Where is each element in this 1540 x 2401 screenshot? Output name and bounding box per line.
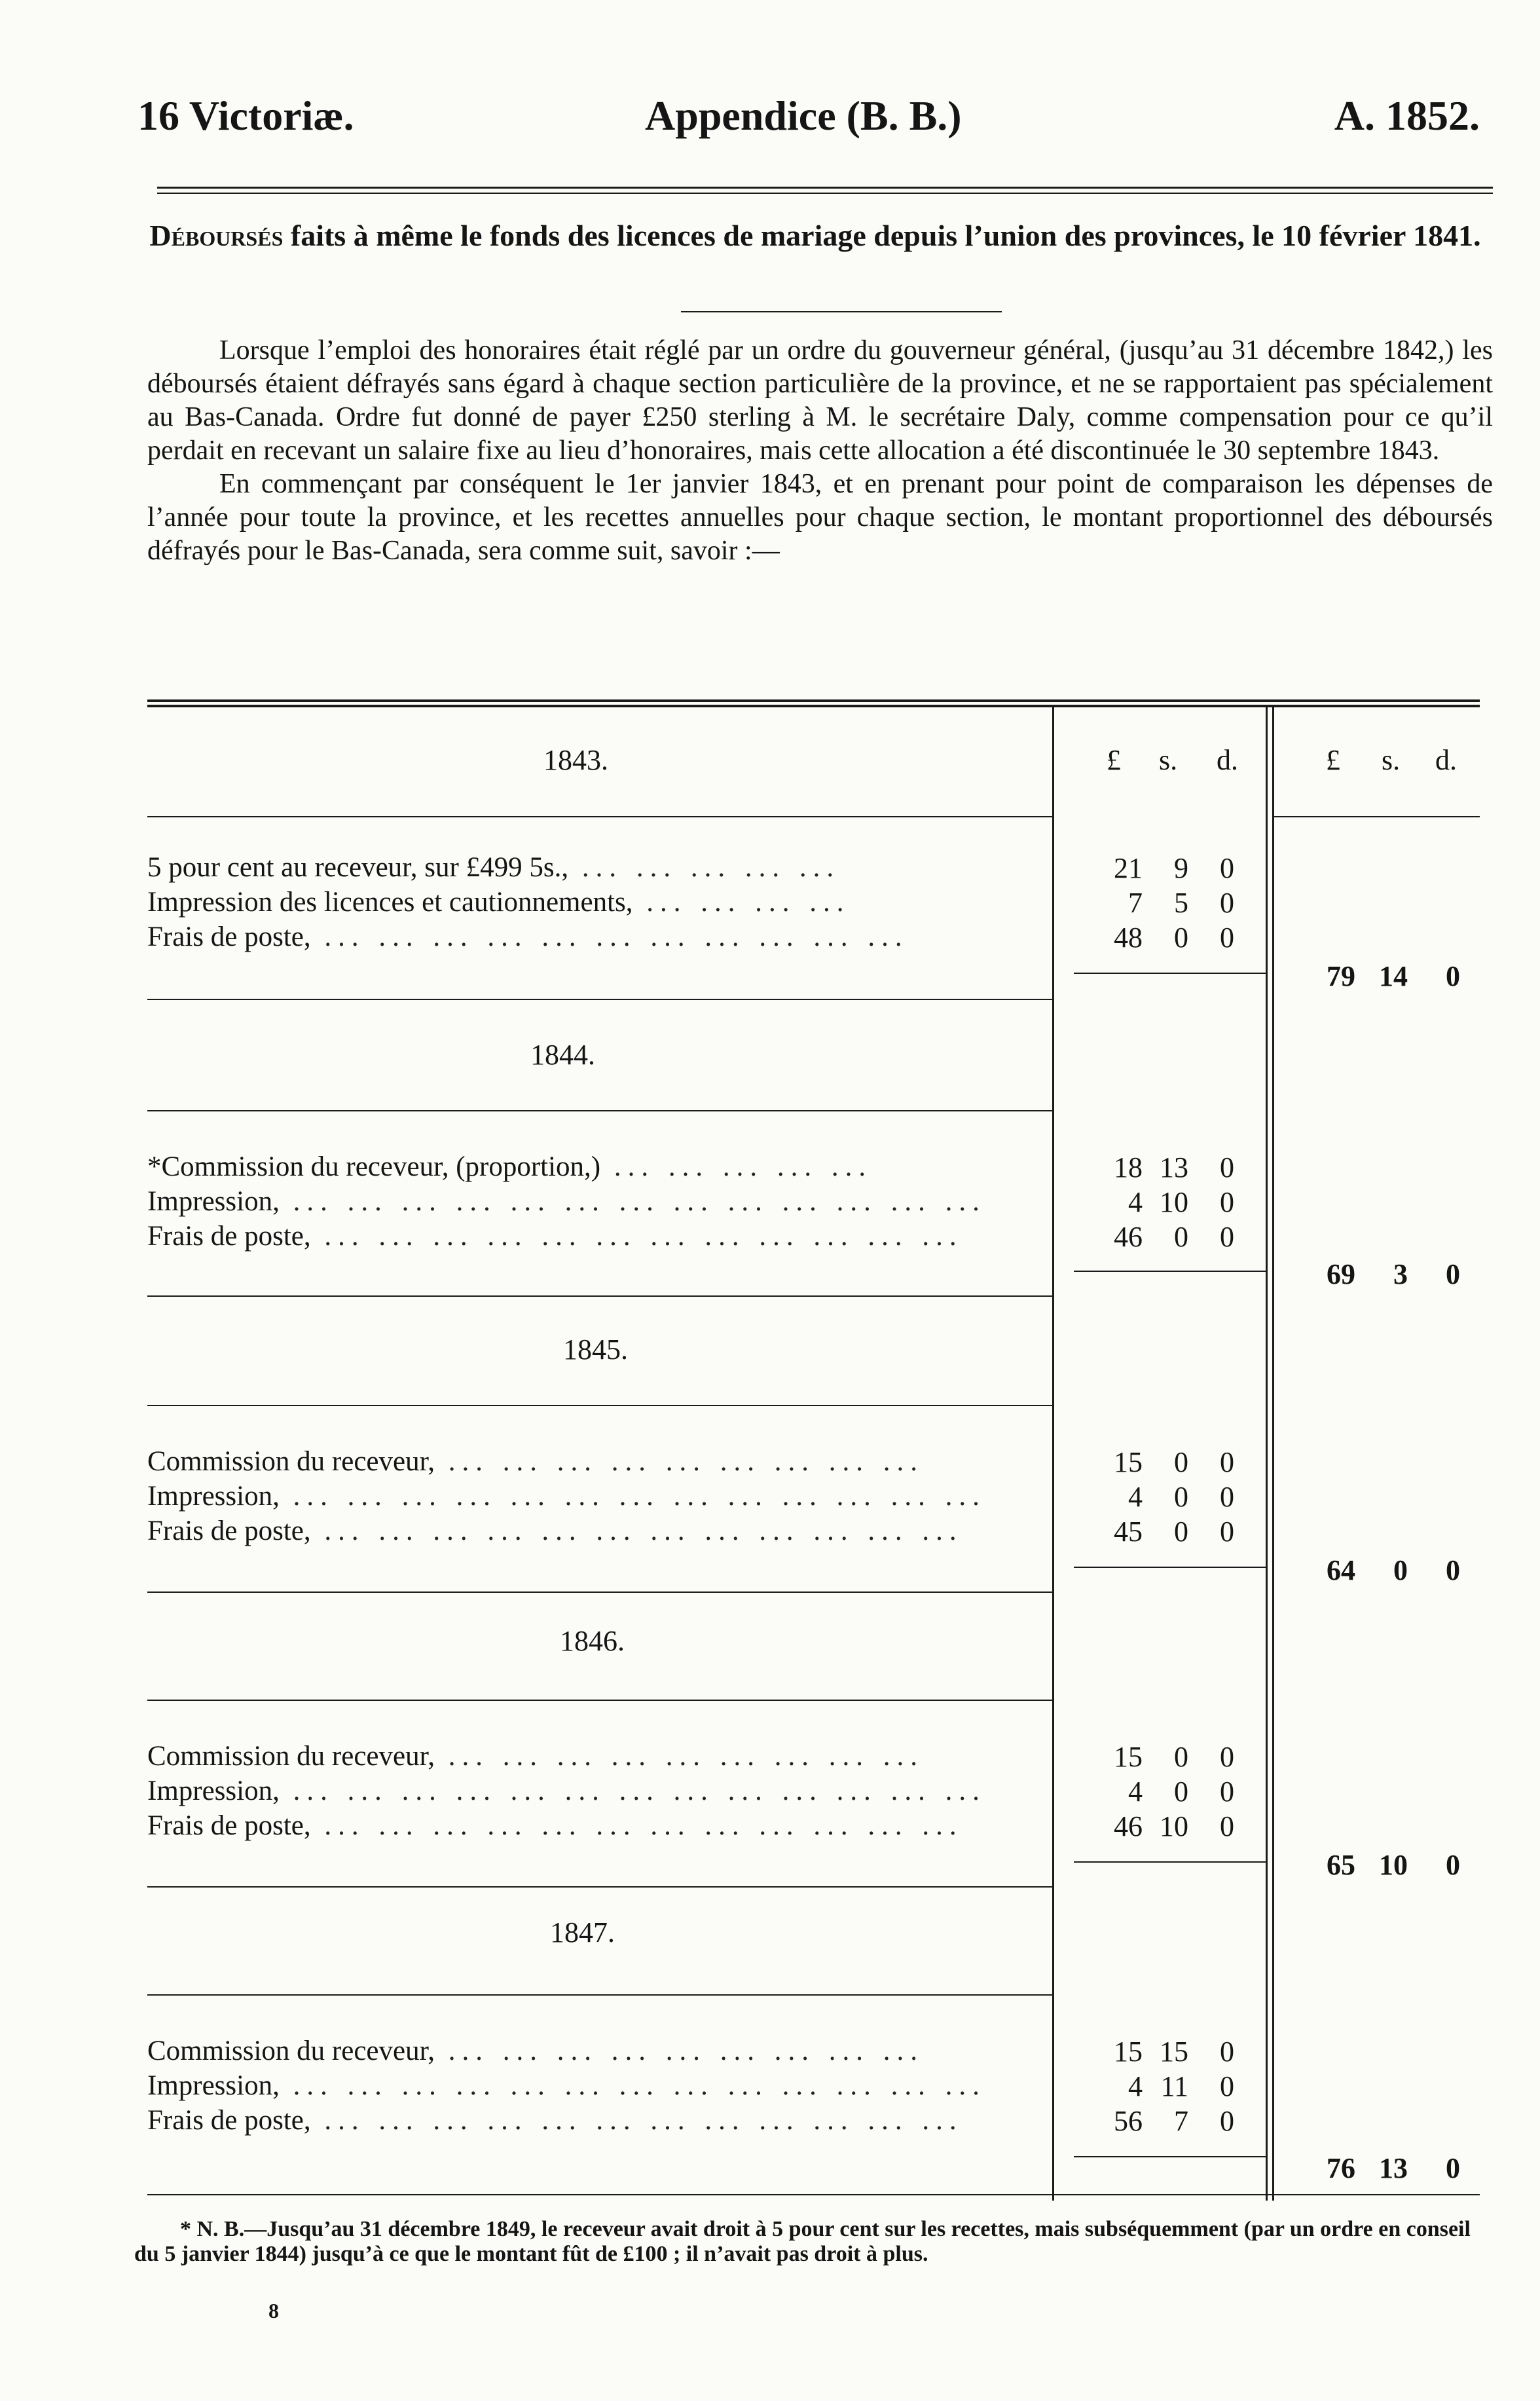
- header-rule-2: [157, 193, 1493, 194]
- total-pence: 0: [1446, 1849, 1460, 1881]
- column-divider-right-a: [1266, 707, 1268, 2201]
- year-heading: 1843.: [543, 744, 608, 776]
- table-top-rule: [147, 699, 1480, 702]
- title-rest: faits à même le fonds des licences de mariage depuis l’union des provinces, le 10 février 1841.: [283, 219, 1481, 252]
- table-row: Frais de poste, ... ... ... ... ... ... ... ... ... ... ... ...: [147, 1810, 963, 1841]
- amount-shillings: 0: [1174, 921, 1188, 954]
- amount-shillings: 0: [1174, 1741, 1188, 1773]
- col-head-shillings: s.: [1159, 744, 1178, 776]
- amount-pence: 0: [1220, 887, 1234, 919]
- amount-shillings: 10: [1160, 1810, 1188, 1842]
- amount-shillings: 0: [1174, 1776, 1188, 1808]
- amount-shillings: 0: [1174, 1516, 1188, 1548]
- total-pounds: 76: [1327, 2152, 1355, 2184]
- total-shillings: 14: [1379, 960, 1408, 992]
- total-pence: 0: [1446, 2152, 1460, 2184]
- total-pence: 0: [1446, 1258, 1460, 1290]
- table-row: Commission du receveur, ... ... ... ... ... ... ... ... ...: [147, 1741, 924, 1772]
- table-row: Frais de poste, ... ... ... ... ... ... ... ... ... ... ... ...: [147, 2105, 963, 2136]
- table-row: 5 pour cent au receveur, sur £499 5s., ... ... ... ... ...: [147, 852, 841, 883]
- amount-pounds: 15: [1114, 2036, 1143, 2068]
- total-pounds: 65: [1327, 1849, 1355, 1881]
- amount-pounds: 56: [1114, 2105, 1143, 2137]
- amount-pence: 0: [1220, 1481, 1234, 1513]
- amount-pence: 0: [1220, 1741, 1234, 1773]
- amount-pence: 0: [1220, 2105, 1234, 2137]
- table-row: Impression, ... ... ... ... ... ... ... ... ... ... ... ... ...: [147, 1481, 986, 1512]
- table-row: Impression, ... ... ... ... ... ... ... ... ... ... ... ... ...: [147, 1776, 986, 1806]
- amount-shillings: 0: [1174, 1446, 1188, 1478]
- col-head-pounds: £: [1107, 744, 1121, 776]
- amount-shillings: 15: [1160, 2036, 1188, 2068]
- page-header: [138, 92, 1480, 144]
- table-row: *Commission du receveur, (proportion,) ... ... ... ... ...: [147, 1151, 873, 1182]
- amount-pounds: 4: [1128, 2070, 1143, 2102]
- section-rule: [147, 1110, 1052, 1111]
- table-row: Frais de poste, ... ... ... ... ... ... ... ... ... ... ... ...: [147, 1516, 963, 1546]
- intro-paragraph-2: En commençant par conséquent le 1er janvier 1843, et en prenant pour point de comparaison les dépenses de l’année pour toute la province, et les recettes annuelles pour chaque section, le montant proportionnel des déboursés défrayés pour le Bas-Canada, sera comme suit, savoir :—: [147, 469, 1493, 566]
- section-rule: [147, 1886, 1052, 1888]
- subtotal-rule: [1074, 1271, 1267, 1272]
- col-head-total-pence: d.: [1435, 744, 1457, 776]
- year-heading: 1845.: [563, 1333, 628, 1366]
- amount-shillings: 9: [1174, 852, 1188, 884]
- amount-shillings: 10: [1160, 1186, 1188, 1218]
- document-title: [144, 216, 1486, 255]
- year-heading: 1846.: [560, 1625, 625, 1657]
- amount-pounds: 18: [1114, 1151, 1143, 1183]
- subtotal-rule: [1074, 1567, 1267, 1568]
- amount-pounds: 15: [1114, 1741, 1143, 1773]
- amount-pence: 0: [1220, 2070, 1234, 2102]
- section-rule: [147, 1405, 1052, 1406]
- amount-shillings: 0: [1174, 1481, 1188, 1513]
- table-row: Impression des licences et cautionnements, ... ... ... ...: [147, 887, 851, 918]
- column-divider-right-b: [1272, 707, 1274, 2201]
- section-rule: [147, 1591, 1052, 1593]
- total-pounds: 79: [1327, 960, 1355, 992]
- amount-pence: 0: [1220, 1446, 1234, 1478]
- footnote: * N. B.—Jusqu’au 31 décembre 1849, le receveur avait droit à 5 pour cent sur les recettes, mais subséquemment (par un ordre en conseil du 5 janvier 1844) jusqu’à ce que le montant fût de £100 ; il n’avait pas droit à plus.: [134, 2217, 1471, 2266]
- amount-pence: 0: [1220, 1151, 1234, 1183]
- amount-pounds: 4: [1128, 1776, 1143, 1808]
- header-bottom-rule-left: [147, 816, 1052, 817]
- section-rule: [147, 1295, 1052, 1297]
- total-shillings: 0: [1393, 1554, 1408, 1586]
- table-row: Commission du receveur, ... ... ... ... ... ... ... ... ...: [147, 2036, 924, 2066]
- section-rule: [147, 999, 1052, 1000]
- amount-pounds: 15: [1114, 1446, 1143, 1478]
- subtotal-rule: [1074, 1861, 1267, 1863]
- amount-pence: 0: [1220, 1810, 1234, 1842]
- amount-pounds: 46: [1114, 1810, 1143, 1842]
- col-head-total-pounds: £: [1326, 744, 1340, 776]
- col-head-pence: d.: [1217, 744, 1238, 776]
- amount-pence: 0: [1220, 2036, 1234, 2068]
- header-left: 16 Victoriæ.: [138, 92, 354, 139]
- total-pounds: 69: [1327, 1258, 1355, 1290]
- year-heading: 1847.: [550, 1916, 615, 1948]
- amount-pounds: 45: [1114, 1516, 1143, 1548]
- table-bottom-rule: [147, 2194, 1480, 2195]
- amount-pounds: 4: [1128, 1481, 1143, 1513]
- table-row: Impression, ... ... ... ... ... ... ... ... ... ... ... ... ...: [147, 1186, 986, 1217]
- total-shillings: 10: [1379, 1849, 1408, 1881]
- table-row: Frais de poste, ... ... ... ... ... ... ... ... ... ... ...: [147, 921, 909, 952]
- table-row: Impression, ... ... ... ... ... ... ... ... ... ... ... ... ...: [147, 2070, 986, 2101]
- intro-text: [147, 334, 1493, 568]
- amount-pounds: 46: [1114, 1221, 1143, 1253]
- year-heading: 1844.: [530, 1039, 595, 1071]
- amount-pence: 0: [1220, 921, 1234, 954]
- subtotal-rule: [1074, 2156, 1267, 2157]
- amount-shillings: 7: [1174, 2105, 1188, 2137]
- table-top-rule-2: [147, 705, 1480, 707]
- amount-shillings: 11: [1160, 2070, 1188, 2102]
- column-divider-left: [1052, 707, 1054, 2201]
- intro-paragraph-1: Lorsque l’emploi des honoraires était réglé par un ordre du gouverneur général, (jusqu’au 31 décembre 1842,) les déboursés étaient défrayés sans égard à chaque section particulière de la province, et ne se rapportaient pas spécialement au Bas-Canada. Ordre fut donné de payer £250 sterling à M. le secrétaire Daly, comme compensation pour ce qu’il perdait en recevant un salaire fixe au lieu d’honoraires, mais cette allocation a été discontinuée le 30 septembre 1843.: [147, 335, 1493, 466]
- header-right: A. 1852.: [1334, 92, 1480, 139]
- amount-pence: 0: [1220, 1776, 1234, 1808]
- total-pence: 0: [1446, 960, 1460, 992]
- col-head-total-shillings: s.: [1382, 744, 1401, 776]
- total-pence: 0: [1446, 1554, 1460, 1586]
- total-shillings: 13: [1379, 2152, 1408, 2184]
- table-row: Frais de poste, ... ... ... ... ... ... ... ... ... ... ... ...: [147, 1221, 963, 1252]
- header-bottom-rule-right: [1274, 816, 1480, 817]
- header-center: Appendice (B. B.): [645, 92, 962, 139]
- amount-pounds: 7: [1128, 887, 1143, 919]
- amount-pence: 0: [1220, 1186, 1234, 1218]
- amount-pence: 0: [1220, 1221, 1234, 1253]
- total-pounds: 64: [1327, 1554, 1355, 1586]
- amount-shillings: 0: [1174, 1221, 1188, 1253]
- table-row: Commission du receveur, ... ... ... ... ... ... ... ... ...: [147, 1446, 924, 1477]
- page-number: 8: [268, 2299, 279, 2322]
- section-rule: [147, 1994, 1052, 1996]
- section-rule: [147, 1700, 1052, 1701]
- amount-pence: 0: [1220, 852, 1234, 884]
- title-rule: [681, 311, 1002, 312]
- subtotal-rule: [1074, 973, 1267, 974]
- total-shillings: 3: [1393, 1258, 1408, 1290]
- amount-shillings: 13: [1160, 1151, 1188, 1183]
- header-rule: [157, 187, 1493, 189]
- amount-pounds: 4: [1128, 1186, 1143, 1218]
- amount-pounds: 48: [1114, 921, 1143, 954]
- amount-pounds: 21: [1114, 852, 1143, 884]
- amount-shillings: 5: [1174, 887, 1188, 919]
- amount-pence: 0: [1220, 1516, 1234, 1548]
- title-first-word: Déboursés: [149, 219, 284, 252]
